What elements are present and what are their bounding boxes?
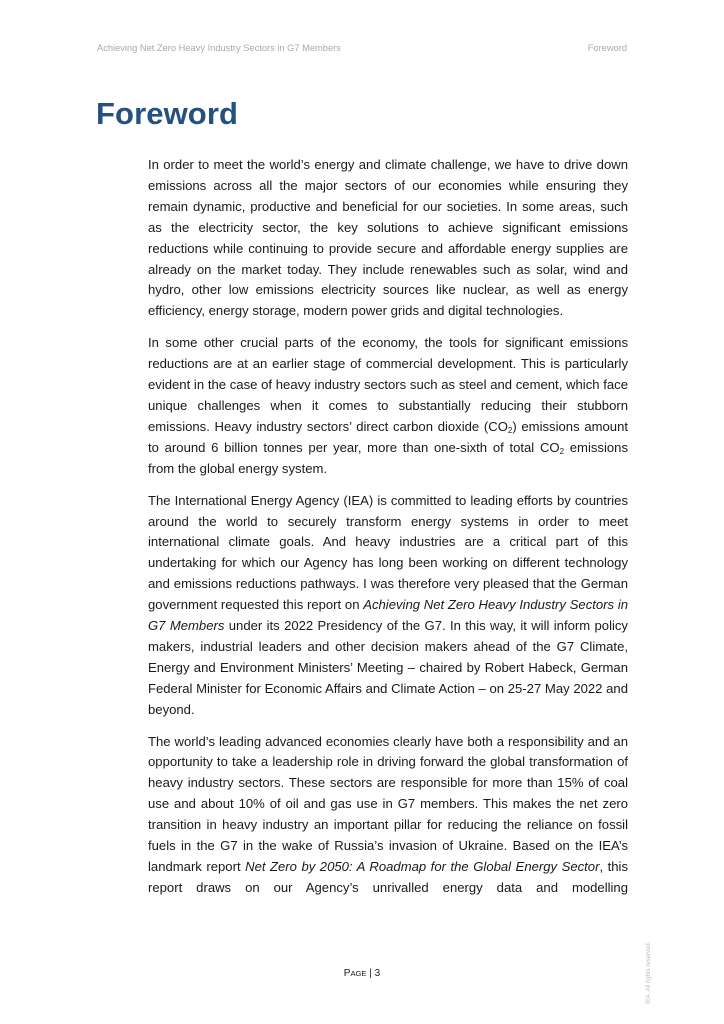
report-title-italic: Achieving Net Zero Heavy Industry Sectors in G7 Members [148, 597, 629, 634]
body-text [148, 155, 628, 910]
page-label-initial: P [343, 968, 351, 979]
page-separator: | [366, 968, 375, 979]
page-number: 3 [374, 968, 381, 979]
running-header-title: Achieving Net Zero Heavy Industry Sectors in G7 Members [97, 43, 341, 53]
paragraph-2-part-c: emissions from the global energy system. [148, 439, 628, 476]
paragraph-2-part-b: ) emissions amount to around 6 billion tonnes per year, more than one-sixth of total CO [148, 418, 628, 455]
paragraph-3 [148, 491, 628, 721]
paragraph-3-part-a: The International Energy Agency (IEA) is committed to leading efforts by countries around the world to securely transform energy systems in order to meet international climate goals. And heavy industries are a critical part of this undertaking for which our Agency has long been working on different technology and emissions reductions pathways. I was therefore very pleased that the German government requested this report on [148, 492, 628, 613]
paragraph-2-part-a: In some other crucial parts of the economy, the tools for significant emissions reductions are at an earlier stage of commercial development. This is particularly evident in the case of heavy industry sectors such as steel and cement, which face unique challenges when it comes to substantially reducing their stubborn emissions. Heavy industry sectors’ direct carbon dioxide (CO [148, 335, 628, 434]
page-title: Foreword [96, 96, 239, 131]
copyright-note: IEA. All rights reserved. [646, 941, 652, 1004]
paragraph-2 [148, 333, 628, 479]
page-label-rest: AGE [350, 969, 367, 978]
paragraph-4-part-b: , this report draws on our Agency’s unrivalled energy data and modelling [148, 859, 628, 895]
subscript-2: 2 [507, 425, 513, 435]
paragraph-1: In order to meet the world’s energy and climate challenge, we have to drive down emissions across all the major sectors of our economies while ensuring they remain dynamic, productive and beneficial for our societies. In some areas, such as the electricity sector, the key solutions to achieve significant emissions reductions while continuing to provide secure and affordable energy supplies are already on the market today. They include renewables such as solar, wind and hydro, other low emissions electricity sources like nuclear, as well as energy efficiency, energy storage, modern power grids and digital technologies. [148, 157, 628, 319]
paragraph-4-part-a: The world’s leading advanced economies clearly have both a responsibility and an opportunity to take a leadership role in driving forward the global transformation of heavy industry sectors. These sectors are responsible for more than 15% of coal use and about 10% of oil and gas use in G7 members. This makes the net zero transition in heavy industry an important pillar for reducing the reliance on fossil fuels in the G7 in the wake of Russia’s invasion of Ukraine. Based on the IEA’s landmark report [148, 733, 628, 874]
page-footer [0, 968, 724, 979]
roadmap-title-italic: Net Zero by 2050: A Roadmap for the Global Energy Sector [245, 859, 600, 874]
subscript-2: 2 [559, 446, 565, 456]
paragraph-4 [148, 732, 628, 899]
running-header-section: Foreword [587, 43, 627, 53]
paragraph-3-part-b: under its 2022 Presidency of the G7. In this way, it will inform policy makers, industrial leaders and other decision makers ahead of the G7 Climate, Energy and Environment Ministers’ Meeting – chaired by Robert Habeck, German Federal Minister for Economic Affairs and Climate Action – on 25-27 May 2022 and beyond. [148, 618, 628, 717]
